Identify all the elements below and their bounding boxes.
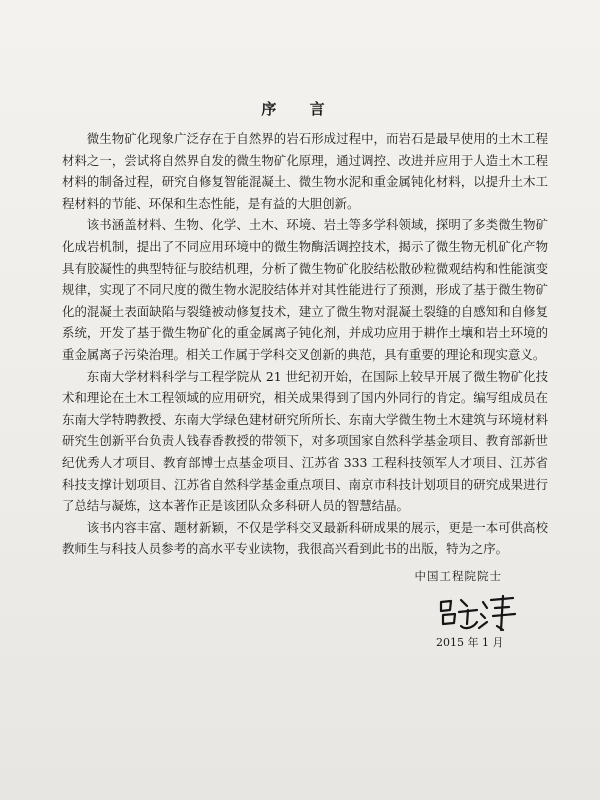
handwritten-signature xyxy=(437,592,527,636)
signer-title: 中国工程院院士 xyxy=(414,569,502,583)
paragraph-4: 该书内容丰富、题材新颖，不仅是学科交叉最新科研成果的展示，更是一本可供高校教师生与科技人员参考的高水平专业读物，我很高兴看到此书的出版，特为之序。 xyxy=(62,519,548,557)
signature-block xyxy=(415,568,503,584)
date: 2015 年 1 月 xyxy=(436,636,504,649)
paragraph-3: 东南大学材料科学与工程学院从 21 世纪初开始，在国际上较早开展了微生物矿化技术和理论在土木工程领域的应用研究，相关成果得到了国内外同行的肯定。编写组成员在东南大学特聘教授、东南大学绿色建材研究所所长、东南大学微生物土木建筑与环境材料研究生创新平台负责人钱春香教授的带领下，对多项国家自然科学基金项目、教育部新世纪优秀人才项目、教育部博士点基金项目、江苏省 333 工程科技领军人才项目、江苏省科技支撑计划项目、江苏省自然科学基金重点项目、南京市科技计划项目的研究成果进行了总结与凝炼，这本著作正是该团队众多科研人员的智慧结晶。 xyxy=(62,368,548,514)
paragraph-1: 微生物矿化现象广泛存在于自然界的岩石形成过程中，而岩石是最早使用的土木工程材料之一，尝试将自然界自发的微生物矿化原理，通过调控、改进并应用于人造土木工程材料的制备过程，研究自修复智能混凝土、微生物水泥和重金属钝化材料，以提升土木工程材料的节能、环保和生态性能，是有益的大胆创新。 xyxy=(62,131,548,211)
paragraph-2: 该书涵盖材料、生物、化学、土木、环境、岩土等多学科领域，探明了多类微生物矿化成岩机制，提出了不同应用环境中的微生物酶活调控技术，揭示了微生物无机矿化产物具有胶凝性的典型特征与胶结机理，分析了微生物矿化胶结松散砂粒微观结构和性能演变规律，实现了不同尺度的微生物水泥胶结体并对其性能进行了预测，形成了基于微生物矿化的混凝土表面缺陷与裂缝被动修复技术，建立了微生物对混凝土裂缝的自感知和自修复系统，开发了基于微生物矿化的重金属离子钝化剂，并成功应用于耕作土壤和岩土环境的重金属离子污染治理。相关工作属于学科交叉创新的典范，具有重要的理论和现实意义。 xyxy=(62,217,548,362)
preface-body xyxy=(62,128,548,560)
page-title: 序 言 xyxy=(261,100,339,118)
